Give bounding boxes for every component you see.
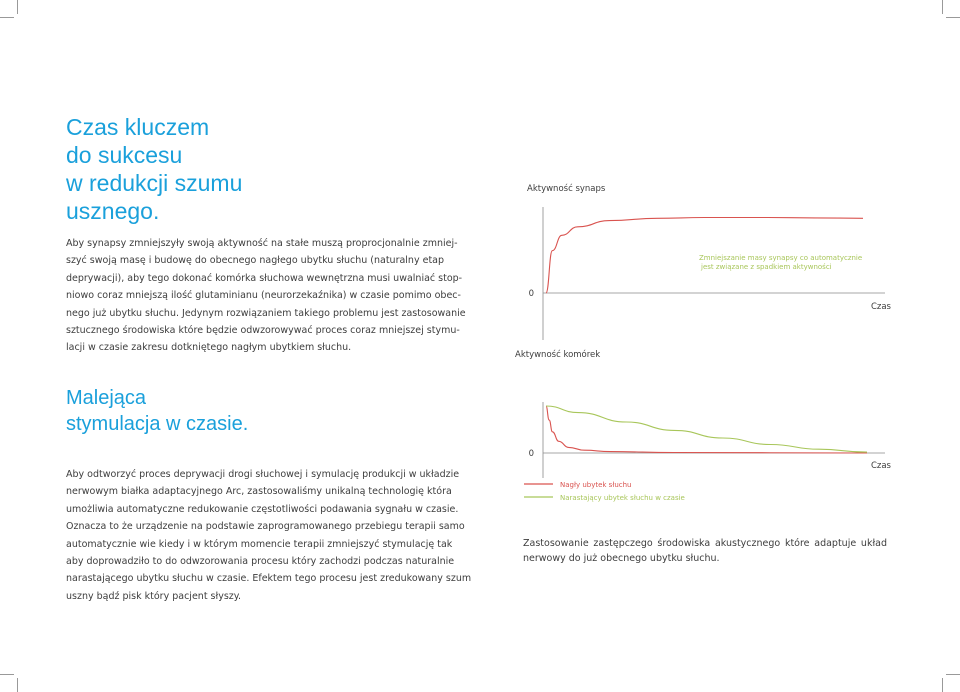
text-line: uszny bądź pisk który pacjent słyszy. bbox=[66, 590, 242, 602]
y-zero-label: 0 bbox=[528, 289, 534, 299]
text-line: Oznacza to że urządzenie na podstawie zaprogramowanego przebiegu terapii samo bbox=[66, 521, 465, 533]
paragraph-arc bbox=[66, 466, 472, 605]
text-line: sztucznego środowiska które będzie odwzorowywać proces coraz mniejszej stymu- bbox=[66, 325, 460, 337]
paragraph-synapses bbox=[66, 235, 466, 357]
crop-mark bbox=[0, 674, 14, 675]
crop-mark bbox=[17, 678, 18, 692]
text-line: nerwowy do już obecnego ubytku słuchu. bbox=[523, 553, 720, 564]
crop-mark bbox=[946, 17, 960, 18]
annotation-line: jest związane z spadkiem aktywności bbox=[701, 263, 832, 271]
text-line: automatycznie wie kiedy i w którym momencie terapii zmniejszyć stymulację tak bbox=[66, 538, 453, 550]
crop-mark bbox=[942, 0, 943, 14]
series-line-gradual-loss bbox=[546, 406, 867, 452]
text-line: nerwowym białka adaptacyjnego Arc, zastosowaliśmy unikalną technologię która bbox=[66, 486, 452, 498]
annotation-line: Zmniejszanie masy synapsy co automatycznie bbox=[699, 254, 863, 262]
section-heading-stimulation bbox=[66, 385, 326, 437]
text-line: umożliwia automatyczne redukowanie częstotliwości podawania sygnału w czasie. bbox=[66, 503, 459, 515]
x-axis-label: Czas bbox=[870, 461, 891, 471]
chart-subtitle-cell-activity: Aktywność komórek bbox=[515, 350, 601, 360]
heading-line: stymulacja w czasie. bbox=[66, 413, 249, 435]
heading-line: do sukcesu bbox=[66, 142, 183, 168]
heading-line: w redukcji szumu bbox=[66, 170, 243, 196]
text-line: Aby synapsy zmniejszyły swoją aktywność na stałe muszą proprocjonalnie zmniej- bbox=[66, 238, 458, 249]
heading-line: Malejąca bbox=[66, 387, 147, 409]
x-axis-label: Czas bbox=[870, 302, 891, 312]
heading-line: usznego. bbox=[66, 198, 160, 224]
text-line: Zastosowanie zastępczego środowiska akustycznego które adaptuje układ bbox=[523, 538, 887, 549]
text-line: szyć swoją masę i budowę do obecnego nagłego ubytku słuchu (naturalny etap bbox=[66, 255, 445, 267]
text-line: Aby odtworzyć proces deprywacji drogi słuchowej i symulację produkcji w układzie bbox=[66, 469, 460, 480]
paragraph-acoustic-environment bbox=[523, 536, 887, 566]
chart-title: Aktywność synaps bbox=[527, 184, 606, 194]
chart-legend bbox=[523, 478, 743, 502]
text-line: lacji w czasie zakresu dotkniętego nagłym ubytkiem słuchu. bbox=[66, 342, 352, 354]
crop-mark bbox=[946, 674, 960, 675]
crop-mark bbox=[0, 17, 14, 18]
section-heading-time bbox=[66, 113, 326, 225]
legend-label-gradual-loss: Narastający ubytek słuchu w czasie bbox=[560, 494, 685, 502]
text-line: narastającego ubytku słuchu w czasie. Efektem tego procesu jest zredukowany szum bbox=[66, 573, 472, 585]
crop-mark bbox=[942, 678, 943, 692]
synapse-activity-chart bbox=[515, 180, 895, 370]
text-line: aby doprowadziło to do odwzorowania procesu który zachodzi podczas naturalnie bbox=[66, 556, 455, 568]
text-line: niowo coraz mniejszą ilość glutaminianu (neurorzekaźnika) w czasie pomimo obec- bbox=[66, 290, 461, 302]
text-line: deprywacji), aby tego dokonać komórka słuchowa wewnętrzna musi uwalniać stop- bbox=[66, 272, 463, 284]
crop-mark bbox=[17, 0, 18, 14]
text-line: nego już ubytku słuchu. Jedynym rozwiązaniem takiego problemu jest zastosowanie bbox=[66, 307, 466, 319]
y-zero-label: 0 bbox=[528, 449, 534, 459]
heading-line: Czas kluczem bbox=[66, 114, 210, 140]
legend-label-sudden-loss: Nagły ubytek słuchu bbox=[560, 481, 632, 489]
series-line-sudden-loss bbox=[546, 406, 867, 453]
